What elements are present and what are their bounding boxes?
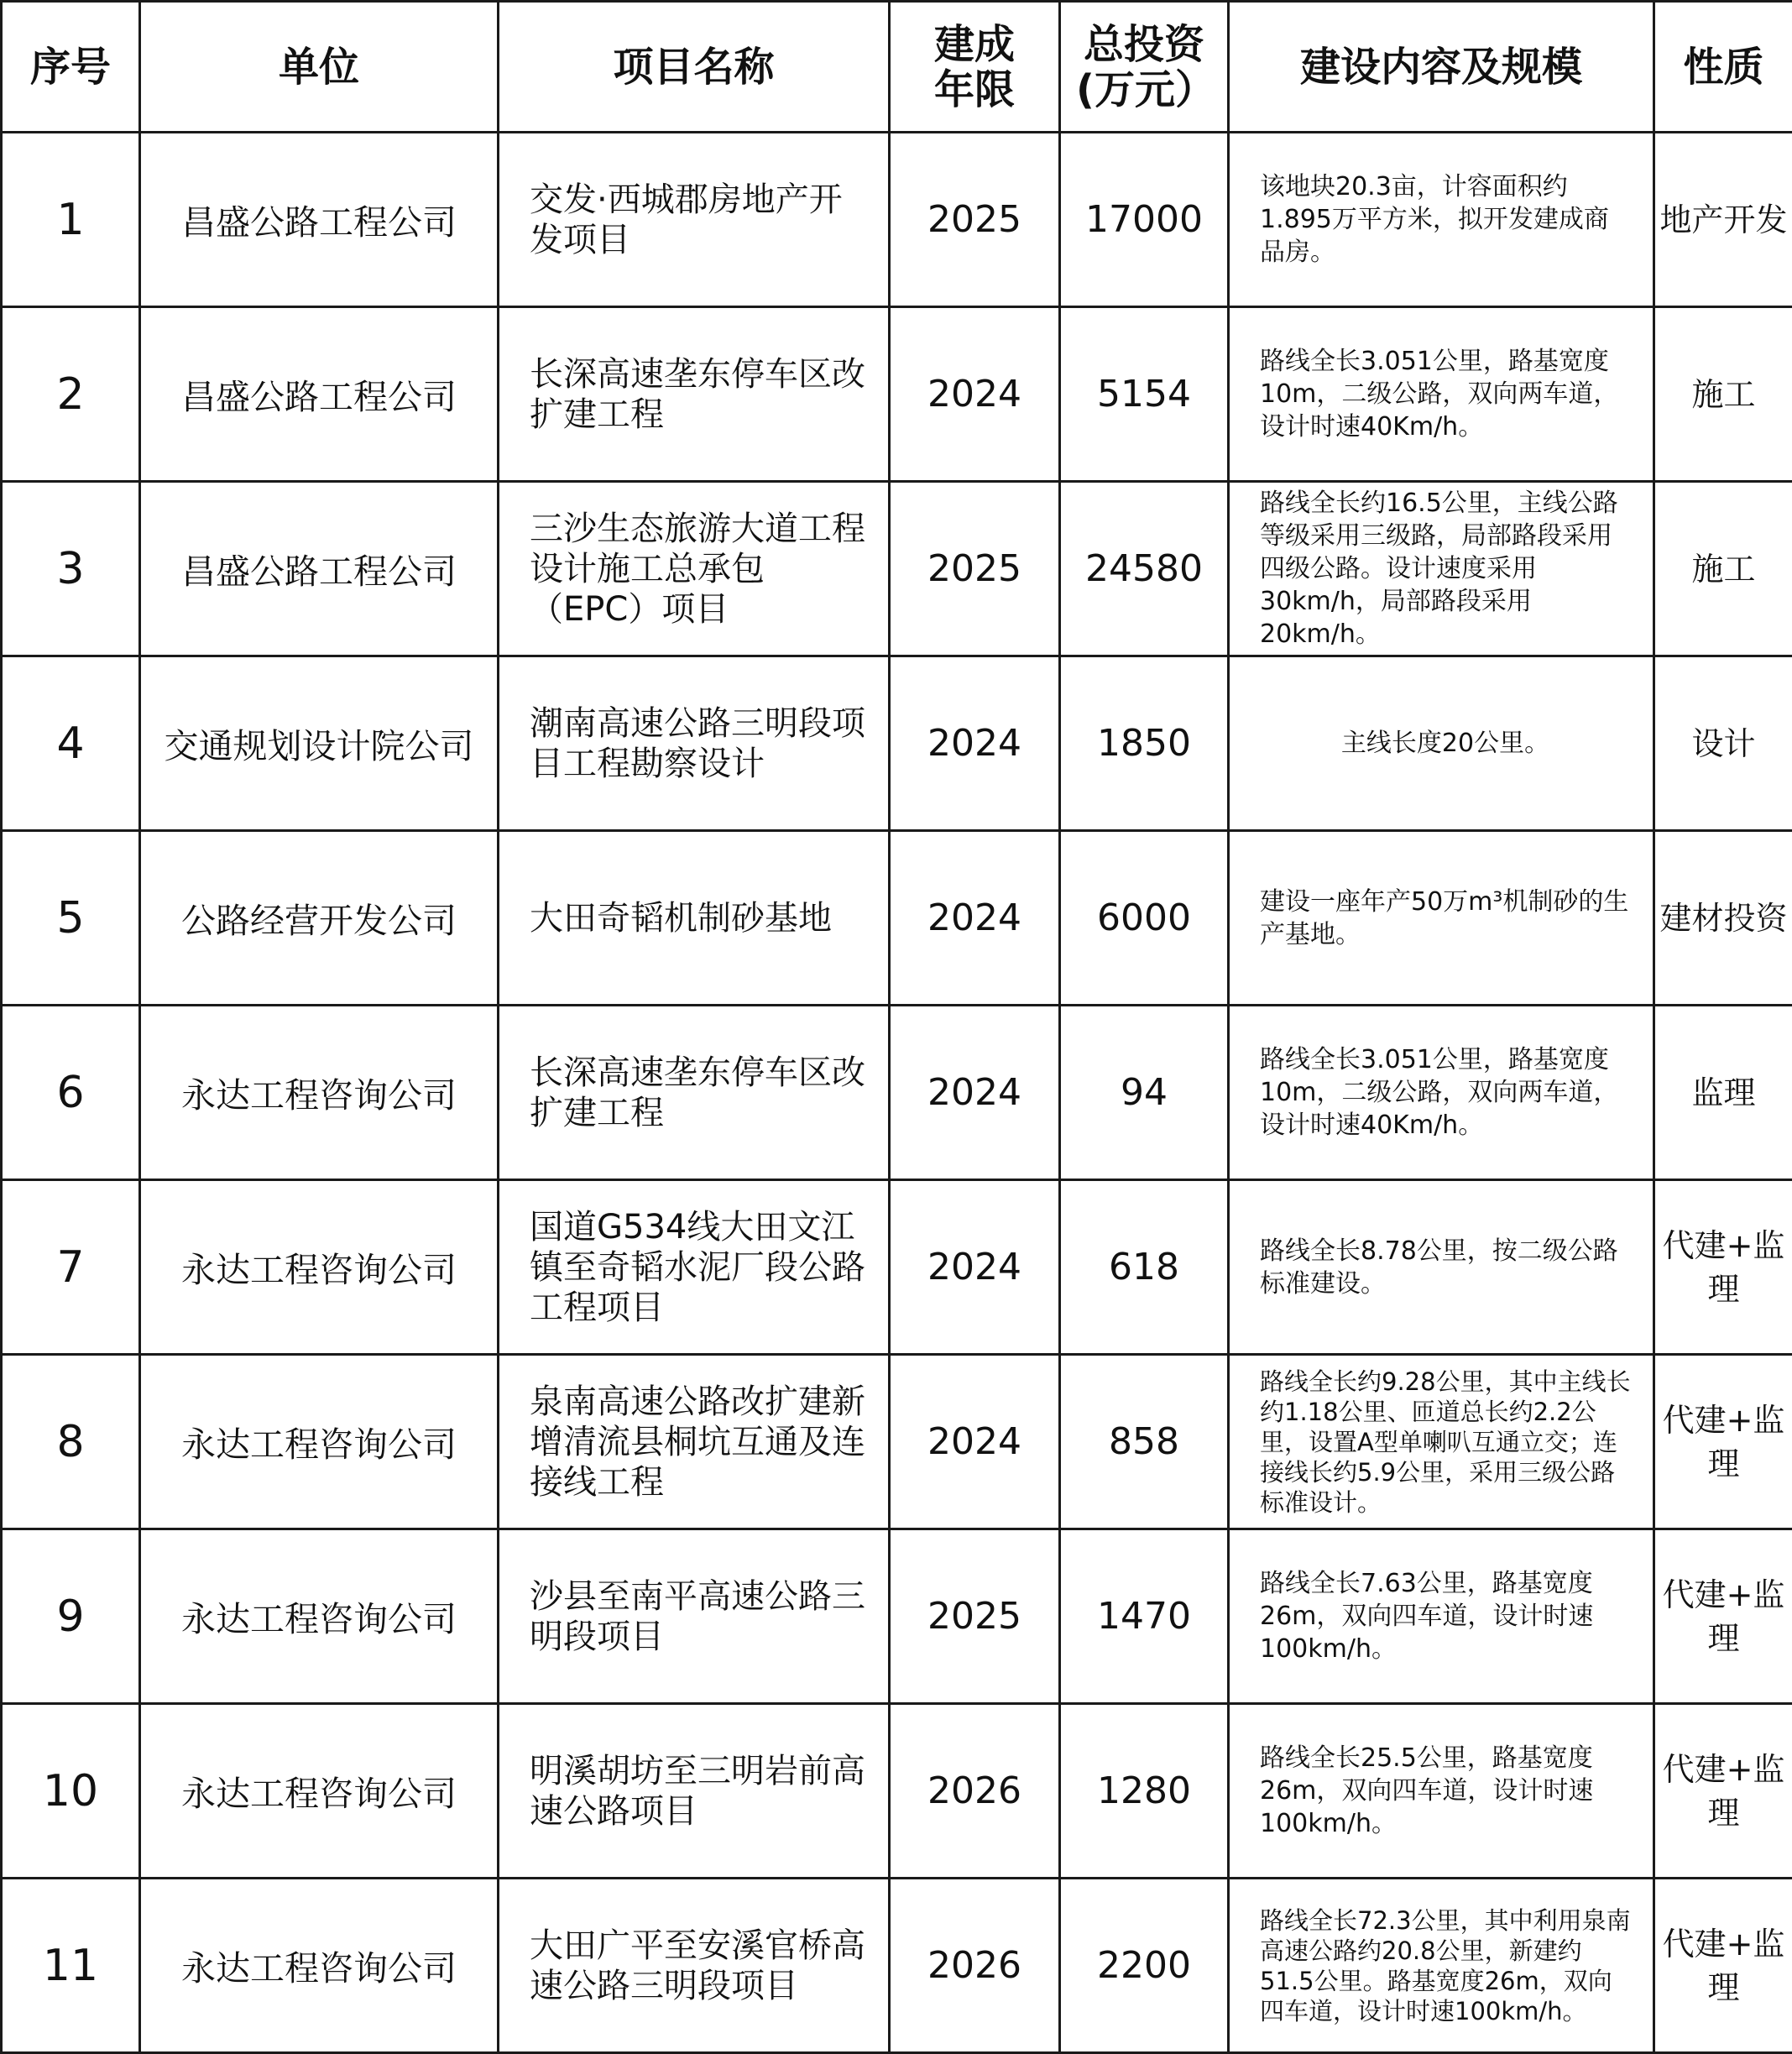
row-type: 代建+监理 <box>1654 1879 1792 2053</box>
row-seq: 10 <box>2 1704 140 1879</box>
table-row <box>2 1180 1792 1355</box>
row-content: 路线全长约16.5公里，主线公路等级采用三级路，局部路段采用四级公路。设计速度采用30km/h，局部路段采用20km/h。 <box>1229 482 1654 656</box>
row-seq: 8 <box>2 1355 140 1529</box>
row-seq: 9 <box>2 1529 140 1704</box>
row-seq: 11 <box>2 1879 140 2053</box>
row-seq: 2 <box>2 307 140 482</box>
row-type: 代建+监理 <box>1654 1704 1792 1879</box>
header-content: 建设内容及规模 <box>1229 2 1654 133</box>
row-seq: 3 <box>2 482 140 656</box>
row-unit: 昌盛公路工程公司 <box>140 133 499 307</box>
row-year: 2024 <box>890 1355 1060 1529</box>
row-unit: 昌盛公路工程公司 <box>140 482 499 656</box>
row-project-name: 泉南高速公路改扩建新增清流县桐坑互通及连接线工程 <box>499 1355 890 1529</box>
row-project-name: 潮南高速公路三明段项目工程勘察设计 <box>499 656 890 831</box>
row-year: 2025 <box>890 1529 1060 1704</box>
row-content: 路线全长72.3公里，其中利用泉南高速公路约20.8公里，新建约51.5公里。路基宽度26m，双向四车道，设计时速100km/h。 <box>1229 1879 1654 2053</box>
row-type: 建材投资 <box>1654 831 1792 1006</box>
row-unit: 公路经营开发公司 <box>140 831 499 1006</box>
row-project-name: 沙县至南平高速公路三明段项目 <box>499 1529 890 1704</box>
table-row <box>2 307 1792 482</box>
table-row <box>2 1006 1792 1180</box>
row-project-name: 国道G534线大田文江镇至奇韬水泥厂段公路工程项目 <box>499 1180 890 1355</box>
row-investment: 6000 <box>1060 831 1229 1006</box>
row-seq: 5 <box>2 831 140 1006</box>
table-row <box>2 831 1792 1006</box>
row-content: 路线全长25.5公里，路基宽度26m，双向四车道，设计时速100km/h。 <box>1229 1704 1654 1879</box>
row-content: 路线全长约9.28公里，其中主线长约1.18公里、匝道总长约2.2公里，设置A型单喇叭互通立交；连接线长约5.9公里，采用三级公路标准设计。 <box>1229 1355 1654 1529</box>
row-content: 路线全长7.63公里，路基宽度26m，双向四车道，设计时速100km/h。 <box>1229 1529 1654 1704</box>
row-investment: 1850 <box>1060 656 1229 831</box>
row-investment: 618 <box>1060 1180 1229 1355</box>
row-project-name: 大田奇韬机制砂基地 <box>499 831 890 1006</box>
table-row <box>2 1529 1792 1704</box>
row-content: 该地块20.3亩，计容面积约1.895万平方米，拟开发建成商品房。 <box>1229 133 1654 307</box>
row-year: 2025 <box>890 482 1060 656</box>
row-type: 代建+监理 <box>1654 1180 1792 1355</box>
row-unit: 永达工程咨询公司 <box>140 1879 499 2053</box>
row-unit: 永达工程咨询公司 <box>140 1006 499 1180</box>
header-year: 建成年限 <box>890 2 1060 133</box>
row-year: 2024 <box>890 1006 1060 1180</box>
row-type: 地产开发 <box>1654 133 1792 307</box>
row-seq: 7 <box>2 1180 140 1355</box>
header-unit: 单位 <box>140 2 499 133</box>
row-unit: 昌盛公路工程公司 <box>140 307 499 482</box>
table-row <box>2 1355 1792 1529</box>
row-year: 2024 <box>890 831 1060 1006</box>
header-type: 性质 <box>1654 2 1792 133</box>
row-project-name: 长深高速垄东停车区改扩建工程 <box>499 1006 890 1180</box>
row-investment: 17000 <box>1060 133 1229 307</box>
header-name: 项目名称 <box>499 2 890 133</box>
table-row <box>2 1879 1792 2053</box>
row-type: 监理 <box>1654 1006 1792 1180</box>
row-project-name: 三沙生态旅游大道工程设计施工总承包（EPC）项目 <box>499 482 890 656</box>
row-content: 建设一座年产50万m³机制砂的生产基地。 <box>1229 831 1654 1006</box>
row-seq: 4 <box>2 656 140 831</box>
row-content: 路线全长3.051公里，路基宽度10m，二级公路，双向两车道，设计时速40Km/h。 <box>1229 307 1654 482</box>
row-unit: 交通规划设计院公司 <box>140 656 499 831</box>
row-year: 2024 <box>890 656 1060 831</box>
row-content: 主线长度20公里。 <box>1229 656 1654 831</box>
header-seq: 序号 <box>2 2 140 133</box>
row-year: 2024 <box>890 307 1060 482</box>
row-seq: 6 <box>2 1006 140 1180</box>
row-type: 设计 <box>1654 656 1792 831</box>
row-investment: 1280 <box>1060 1704 1229 1879</box>
row-project-name: 大田广平至安溪官桥高速公路三明段项目 <box>499 1879 890 2053</box>
row-unit: 永达工程咨询公司 <box>140 1355 499 1529</box>
row-year: 2026 <box>890 1879 1060 2053</box>
row-year: 2026 <box>890 1704 1060 1879</box>
row-type: 施工 <box>1654 482 1792 656</box>
row-investment: 858 <box>1060 1355 1229 1529</box>
row-unit: 永达工程咨询公司 <box>140 1180 499 1355</box>
row-investment: 2200 <box>1060 1879 1229 2053</box>
row-type: 代建+监理 <box>1654 1529 1792 1704</box>
row-project-name: 长深高速垄东停车区改扩建工程 <box>499 307 890 482</box>
row-project-name: 明溪胡坊至三明岩前高速公路项目 <box>499 1704 890 1879</box>
row-year: 2025 <box>890 133 1060 307</box>
row-unit: 永达工程咨询公司 <box>140 1704 499 1879</box>
table-row <box>2 1704 1792 1879</box>
row-year: 2024 <box>890 1180 1060 1355</box>
row-investment: 1470 <box>1060 1529 1229 1704</box>
table-row <box>2 656 1792 831</box>
row-investment: 5154 <box>1060 307 1229 482</box>
row-seq: 1 <box>2 133 140 307</box>
row-content: 路线全长8.78公里，按二级公路标准建设。 <box>1229 1180 1654 1355</box>
row-type: 代建+监理 <box>1654 1355 1792 1529</box>
header-row <box>2 2 1792 133</box>
header-investment: 总投资(万元） <box>1060 2 1229 133</box>
table-row <box>2 133 1792 307</box>
row-project-name: 交发·西城郡房地产开发项目 <box>499 133 890 307</box>
row-unit: 永达工程咨询公司 <box>140 1529 499 1704</box>
table-row <box>2 482 1792 656</box>
row-investment: 24580 <box>1060 482 1229 656</box>
row-type: 施工 <box>1654 307 1792 482</box>
row-investment: 94 <box>1060 1006 1229 1180</box>
row-content: 路线全长3.051公里，路基宽度10m，二级公路，双向两车道，设计时速40Km/h。 <box>1229 1006 1654 1180</box>
